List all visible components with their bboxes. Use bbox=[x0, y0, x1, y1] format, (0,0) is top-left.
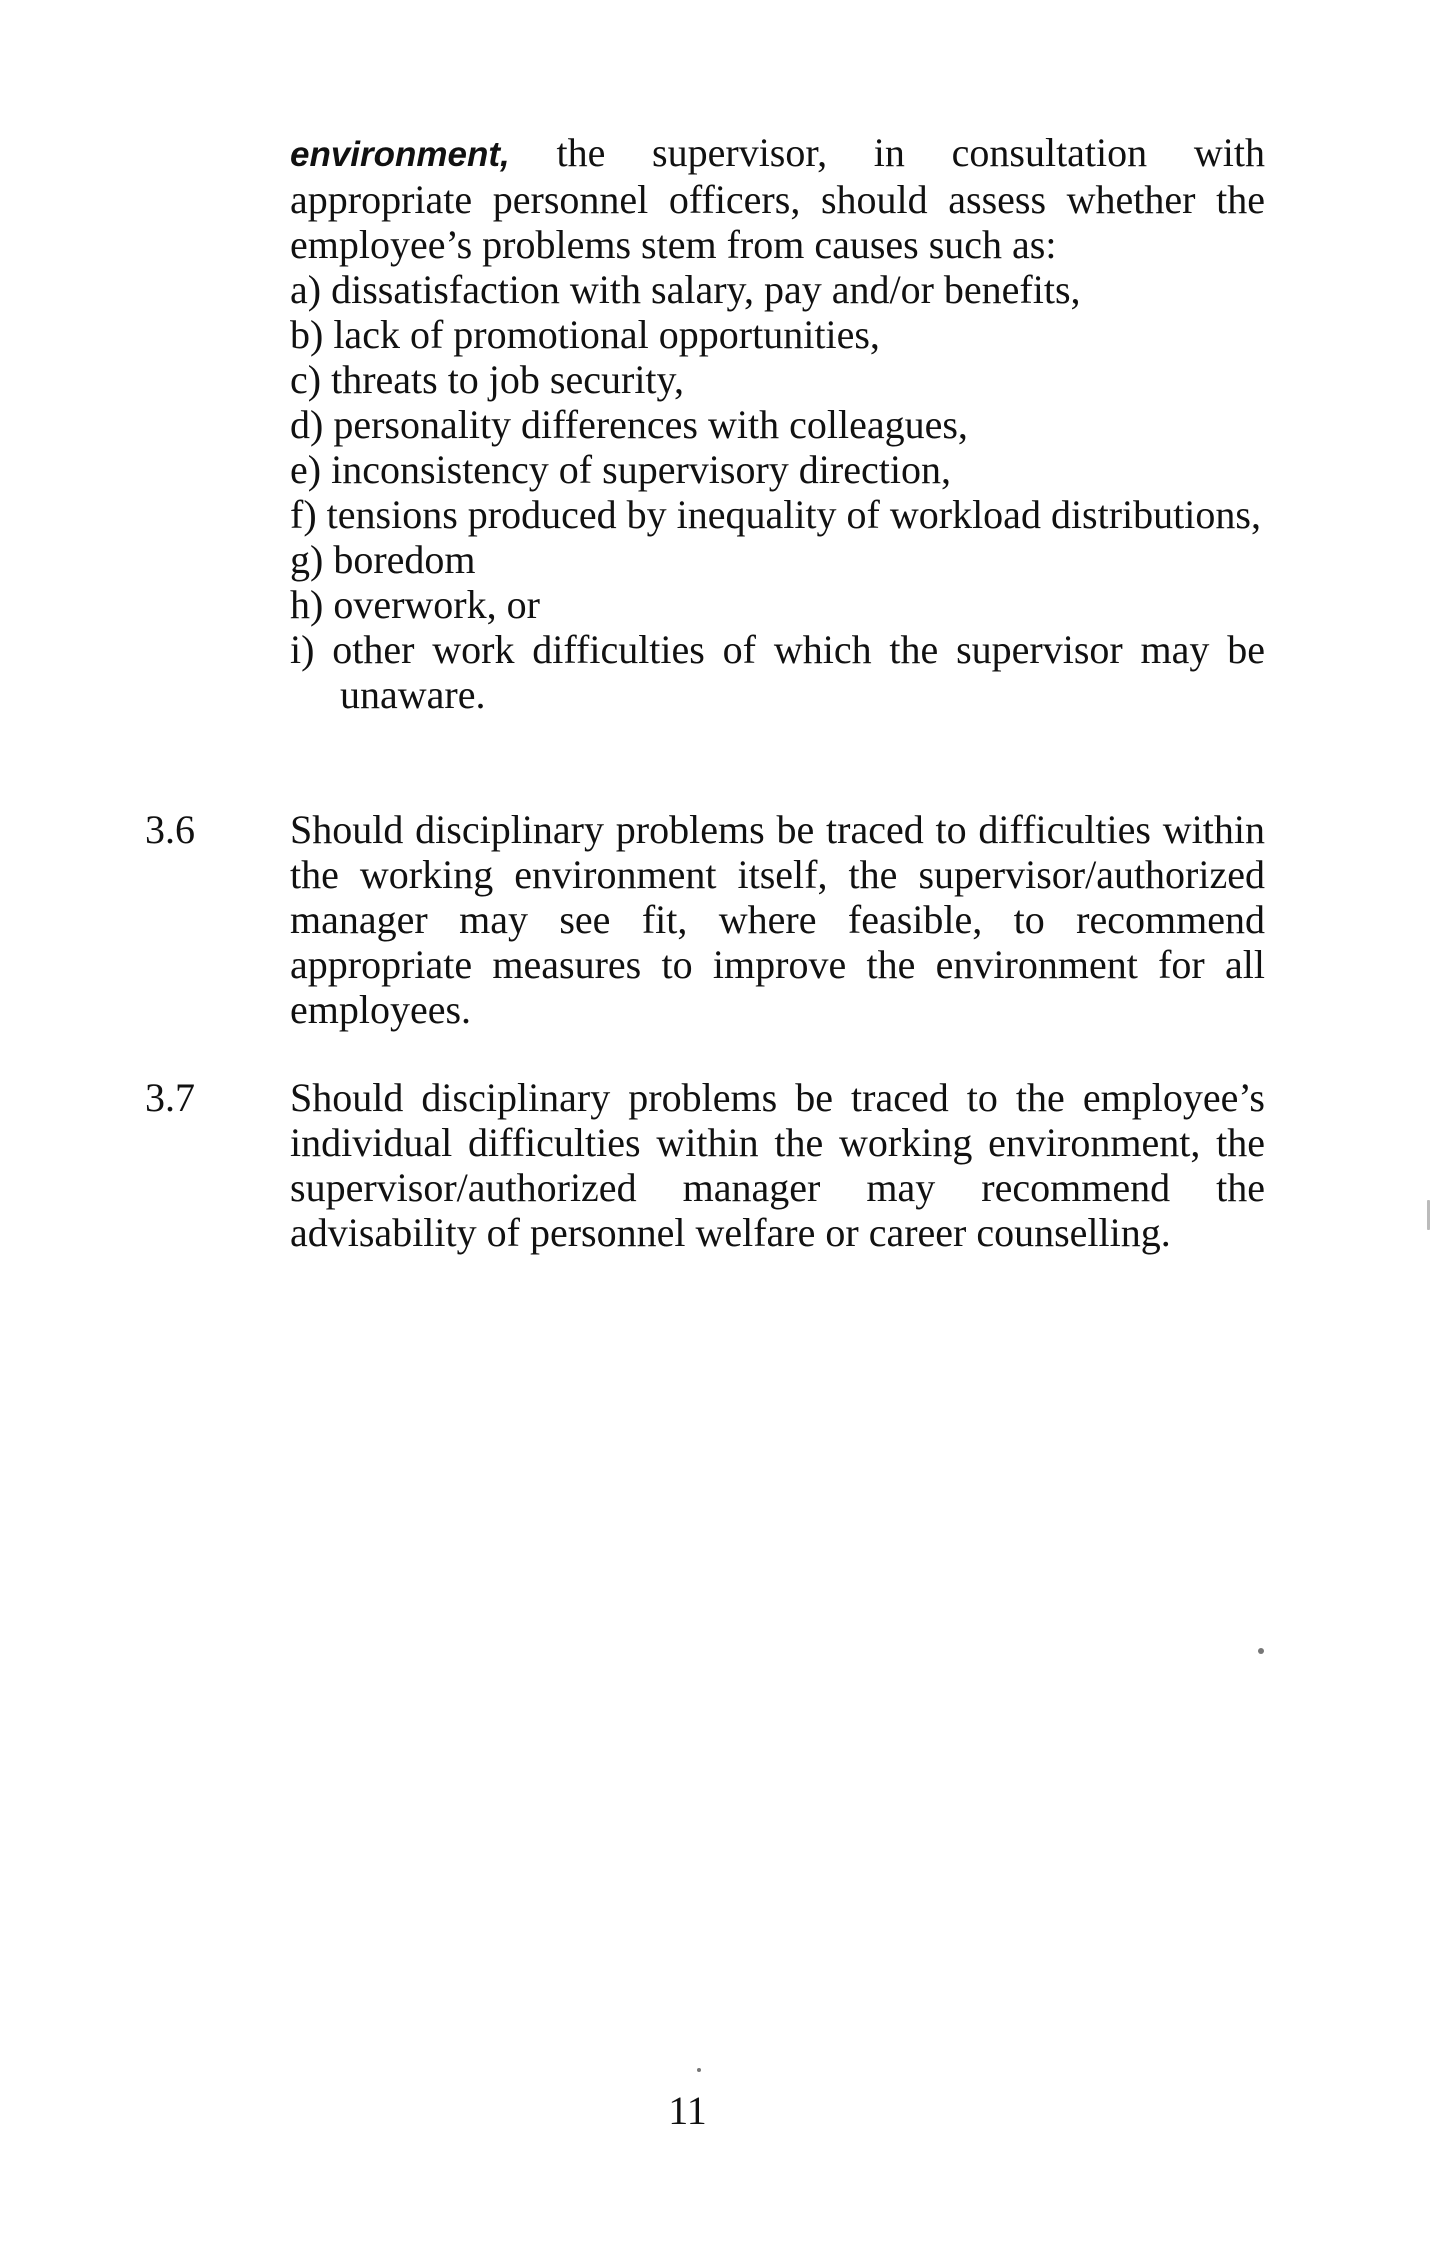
list-item: c) threats to job security, bbox=[290, 357, 684, 402]
list-item: f) tensions produced by inequality of workload distributions, bbox=[290, 492, 1261, 537]
scan-speck bbox=[697, 2068, 701, 2072]
list-item: i) other work difficulties of which the supervisor may be unaware. bbox=[290, 627, 1265, 717]
page-number: 11 bbox=[668, 2088, 707, 2133]
section-3-6-text: Should disciplinary problems be traced to difficulties within the working environment itself, the supervisor/authorized manager may see fit, where feasible, to recommend appropriate measures to improve the environment for all employees. bbox=[290, 807, 1265, 1032]
list-item: a) dissatisfaction with salary, pay and/or benefits, bbox=[290, 267, 1081, 312]
intro-lead-term: environment, bbox=[290, 135, 510, 174]
intro-paragraph bbox=[290, 130, 1265, 717]
intro-sentence bbox=[290, 130, 1265, 267]
scan-speck bbox=[1258, 1648, 1264, 1654]
causes-list bbox=[290, 267, 1265, 717]
list-item: b) lack of promotional opportunities, bbox=[290, 312, 880, 357]
list-item: d) personality differences with colleagues, bbox=[290, 402, 968, 447]
list-item: e) inconsistency of supervisory direction, bbox=[290, 447, 951, 492]
section-number-3-6: 3.6 bbox=[145, 807, 195, 852]
section-number-3-7: 3.7 bbox=[145, 1075, 195, 1120]
section-3-7-text: Should disciplinary problems be traced to the employee’s individual difficulties within the working environment, the supervisor/authorized manager may recommend the advisability of personnel welfare or career counselling. bbox=[290, 1075, 1265, 1255]
intro-text: the supervisor, in consultation with appropriate personnel officers, should assess whether the employee’s problems stem from causes such as: bbox=[290, 130, 1265, 267]
list-item: h) overwork, or bbox=[290, 582, 540, 627]
list-item: g) boredom bbox=[290, 537, 476, 582]
scan-speck bbox=[1427, 1200, 1430, 1230]
